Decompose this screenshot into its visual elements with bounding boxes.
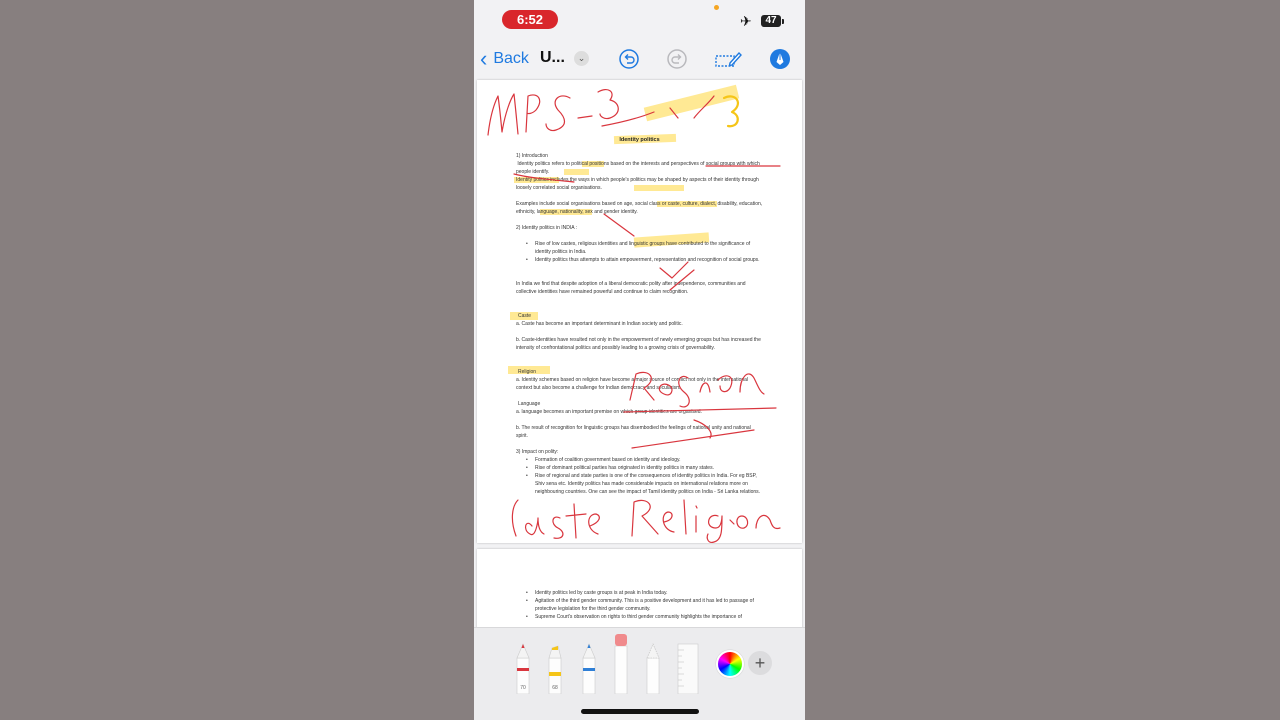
bullet-dot: • bbox=[526, 465, 528, 471]
intro-paragraph-3: Examples include social organisations based on age, social class or caste, culture, dialect, disability, education, ethnicity, language, nationality, sex and gender identity. bbox=[516, 201, 764, 215]
pen-width-label: 70 bbox=[520, 685, 526, 691]
india-paragraph: In India we find that despite adoption of a liberal democratic polity after independence, communities and collective identities have remained powerful and continue to claim recognition. bbox=[516, 281, 747, 295]
status-time: 6:52 bbox=[502, 10, 558, 29]
religion-point-a: a. Identity schemes based on religion have become a major source of conflict not only in the international context but also become a challenge for Indian democracy and secularism. bbox=[516, 377, 750, 391]
impact-bullet-2: Rise of dominant political parties has originated in identity politics in many states. bbox=[535, 465, 714, 471]
bullet-dot: • bbox=[526, 473, 528, 479]
markup-pen-icon[interactable] bbox=[769, 48, 791, 70]
bullet-dot: • bbox=[526, 457, 528, 463]
airplane-mode-icon: ✈ bbox=[740, 13, 752, 29]
bullet-dot: • bbox=[526, 614, 528, 620]
highlighter-width-label: 68 bbox=[552, 685, 558, 691]
language-point-b: b. The result of recognition for linguistic groups has disembodied the feelings of national unity and national spirit. bbox=[516, 425, 753, 439]
undo-icon[interactable] bbox=[618, 48, 640, 70]
india-bullet-1: Rise of low castes, religious identities and linguistic groups have contributed to the significance of identity politics in India. bbox=[535, 241, 751, 255]
battery-nub bbox=[782, 19, 784, 24]
bullet-dot: • bbox=[526, 590, 528, 596]
impact-heading: 3) Impact on polity: bbox=[516, 449, 559, 455]
home-indicator[interactable] bbox=[581, 709, 699, 714]
caste-heading: Caste bbox=[518, 313, 532, 319]
intro-heading: 1) Introduction bbox=[516, 153, 548, 159]
annotate-icon[interactable] bbox=[714, 48, 742, 70]
religion-heading: Religion bbox=[518, 369, 537, 375]
phone-screen bbox=[474, 0, 805, 720]
pencil-tool[interactable] bbox=[580, 642, 598, 694]
impact-bullet-3: Rise of regional and state parties is one of the consequences of identity politics in India. For eg BSP, Shiv sena etc. Identity politics has made considerable impacts on international relations more on neighbouring countries. One can see the impact of Tamil identity politics on India - Sri Lanka relations. bbox=[535, 473, 761, 495]
add-tool-button[interactable]: + bbox=[748, 651, 772, 675]
page2-bullet-3: Supreme Court's observation on rights to third gender community highlights the importance of bbox=[535, 614, 742, 620]
document-title[interactable]: U... bbox=[540, 49, 565, 66]
battery-icon: 47 bbox=[761, 15, 781, 27]
color-picker-icon[interactable] bbox=[716, 650, 744, 678]
page2-bullet-2: Agitation of the third gender community. This is a positive development and it has led to passage of protective legislation for the third gender community. bbox=[535, 598, 754, 612]
india-bullet-2: Identity politics thus attempts to attain empowerment, representation and recognition of social groups. bbox=[535, 257, 760, 263]
back-button[interactable] bbox=[480, 48, 529, 70]
caste-point-a: a. Caste has become an important determinant in Indian society and politic. bbox=[516, 321, 683, 327]
page2-bullet-1: Identity politics led by caste groups is at peak in India today. bbox=[535, 590, 668, 596]
ruler-tool[interactable] bbox=[676, 642, 700, 694]
chevron-left-icon: ‹ bbox=[480, 46, 488, 71]
intro-paragraph-2: Identity politics includes the ways in which people's politics may be shaped by aspects of their identity through loosely correlated social organisations. bbox=[516, 177, 761, 191]
eraser-tool[interactable] bbox=[612, 632, 630, 694]
recording-indicator bbox=[714, 5, 719, 10]
language-point-a: a. language becomes an important premise on which group identities are organised. bbox=[516, 409, 702, 415]
document-heading: Identity politics bbox=[619, 137, 660, 143]
india-heading: 2) Identity politics in INDIA : bbox=[516, 225, 578, 231]
chevron-down-icon[interactable]: ⌄ bbox=[574, 51, 589, 66]
markup-tool-palette bbox=[474, 627, 805, 720]
impact-bullet-1: Formation of coalition government based on identity and ideology. bbox=[535, 457, 681, 463]
back-label: Back bbox=[493, 50, 529, 67]
bullet-dot: • bbox=[526, 241, 528, 247]
intro-paragraph-1: Identity politics refers to political positions based on the interests and perspectives of social groups with which people identify. bbox=[516, 161, 762, 175]
bullet-dot: • bbox=[526, 257, 528, 263]
language-heading: Language bbox=[518, 401, 541, 407]
redo-icon[interactable] bbox=[666, 48, 688, 70]
bullet-dot: • bbox=[526, 598, 528, 604]
caste-point-b: b. Caste-identities have resulted not only in the empowerment of newly emerging groups but has increased the intensity of confrontational politics and possibly leading to a growing crisis of governability. bbox=[516, 337, 763, 351]
lasso-tool[interactable] bbox=[644, 642, 662, 694]
